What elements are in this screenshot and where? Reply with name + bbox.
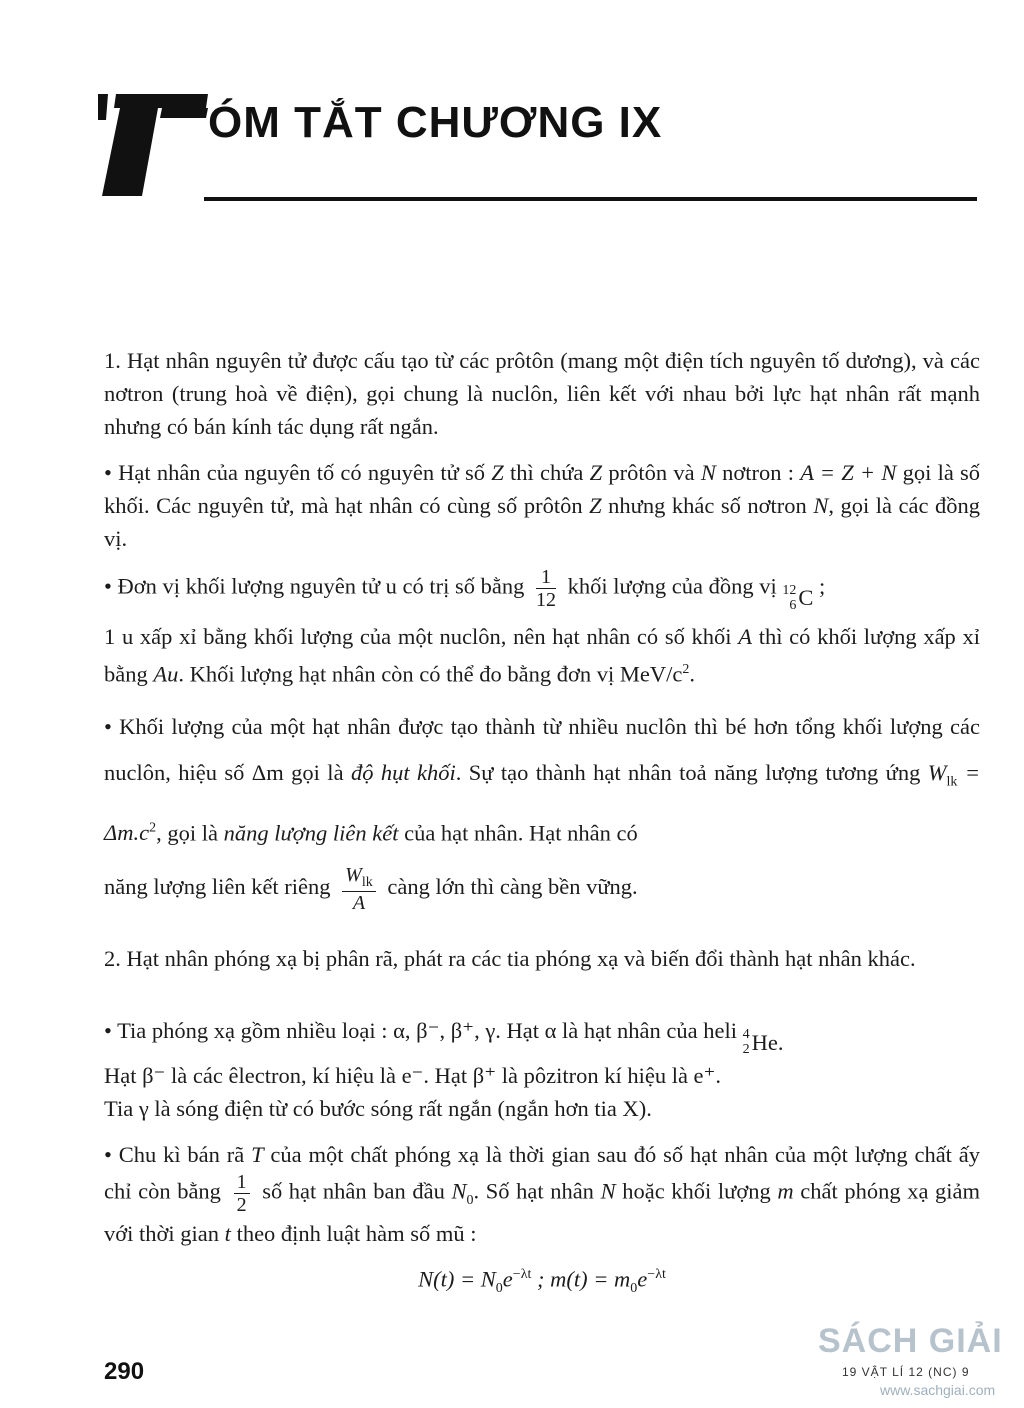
section1-bullet-mass-number: • Hạt nhân của nguyên tố có nguyên tử số Z thì chứa Z prôtôn và N nơtron : A = Z + N gọi là số khối. Các nguyên tử, mà hạt nhân có cùng số prôtôn Z nhưng khác số nơtron N, gọi là các đồng vị. <box>104 460 981 551</box>
page-number: 290 <box>104 1358 145 1385</box>
binding-energy-formula: $W_{lk} = \Delta m.c^2$ <box>104 760 981 845</box>
title-underline <box>204 197 977 201</box>
isotope-carbon-12: 12 6 C <box>782 582 814 613</box>
book-code: 19 VẬT LÍ 12 (NC) 9 <box>842 1365 970 1379</box>
section2-intro: 2. Hạt nhân phóng xạ bị phân rã, phát ra các tia phóng xạ và biến đổi thành hạt nhân khác. <box>104 946 916 971</box>
watermark-logo: SÁCH GIẢI <box>818 1322 1003 1360</box>
isotope-helium-4: 4 2 He. <box>742 1027 784 1057</box>
section1-bullet-binding-energy: • Khối lượng của một hạt nhân được tạo thành từ nhiều nuclôn thì bé hơn tổng khối lượng các nuclôn, hiệu số Δm gọi là độ hụt khối. Sự tạo thành hạt nhân toả năng lượng tương ứng $W_{lk} = \Delta m.c^2$, gọi là năng lượng liên kết của hạt nhân. Hạt nhân có năng lượng liên kết riêng $\frac{W_{lk}}{A}$ càng lớn thì càng bền vững. <box>104 714 981 914</box>
chapter-title: ÓM TẮT CHƯƠNG IX <box>208 98 663 147</box>
watermark-url: www.sachgiai.com <box>880 1382 996 1398</box>
section1-bullet-atomic-mass-unit: • Đơn vị khối lượng nguyên tử u có trị số bằng $\frac{1}{12}$ khối lượng của đồng vị 12 6 C ; 1 u xấp xỉ bằng khối lượng của một nuclôn, nên hạt nhân có số khối A thì có khối lượng xấp xỉ bằng Au. Khối lượng hạt nhân còn có thể đo bằng đơn vị MeV/$c^2$. <box>104 566 981 687</box>
drop-cap-T <box>98 90 208 200</box>
decay-law-formula: $N(t) = N_0e^{-\lambda t}$ ; $m(t) = m_0e^{-\lambda t}$ <box>418 1266 666 1297</box>
fraction-one-twelfth: $\frac{1}{12}$ <box>536 566 557 611</box>
mass-number-formula: A = Z + N <box>800 460 897 485</box>
section1-intro: 1. Hạt nhân nguyên tử được cấu tạo từ các prôtôn (mang một điện tích nguyên tố dương), và các nơtron (trung hoà về điện), gọi chung là nuclôn, liên kết với nhau bởi lực hạt nhân rất mạnh nhưng có bán kính tác dụng rất ngắn. <box>104 348 980 439</box>
section2-bullet-radiation-types: • Tia phóng xạ gồm nhiều loại : α, β⁻, β⁺, γ. Hạt α là hạt nhân của heli 4 2 He. Hạt β⁻ là các êlectron, kí hiệu là e⁻. Hạt β⁺ là pôzitron kí hiệu là e⁺. Tia γ là sóng điện từ có bước sóng rất ngắn (ngắn hơn tia X). <box>104 1018 784 1121</box>
fraction-one-half: $\frac{1}{2}$ <box>234 1171 250 1216</box>
fraction-specific-binding-energy: $\frac{W_{lk}}{A}$ <box>342 864 376 913</box>
section2-bullet-half-life: • Chu kì bán rã T của một chất phóng xạ là thời gian sau đó số hạt nhân của một lượng chất ấy chỉ còn bằng $\frac{1}{2}$ số hạt nhân ban đầu $N_0$. Số hạt nhân N hoặc khối lượng m chất phóng xạ giảm với thời gian t theo định luật hàm số mũ : $N(t) = N_0e^{-\lambda t}$ ; $m(t) = m_0e^{-\lambda t}$ <box>104 1138 980 1305</box>
